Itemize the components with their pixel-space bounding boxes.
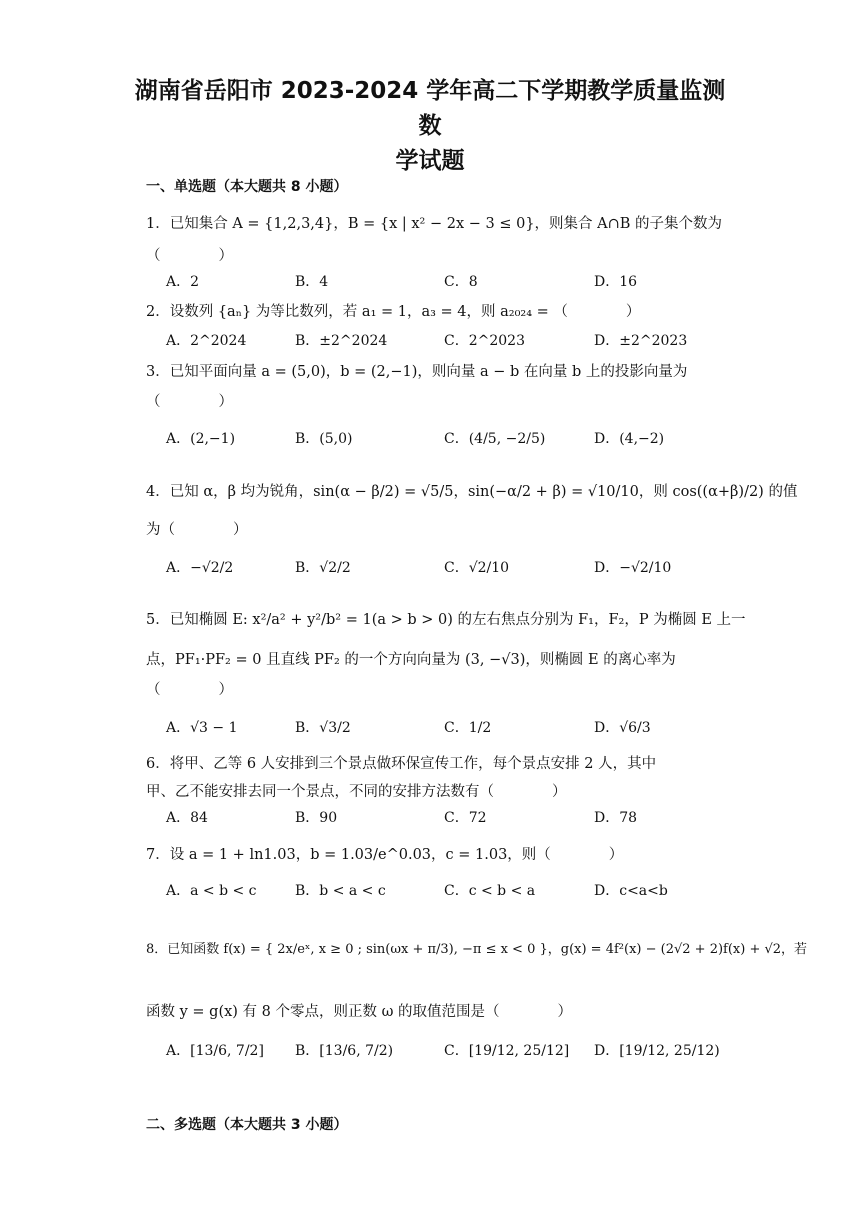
question-4-option-a: A．−√2/2	[166, 560, 234, 576]
question-4-option-c: C．√2/10	[444, 560, 510, 576]
question-3-option-b: B．(5,0)	[295, 431, 353, 447]
question-5-stem-cont: 点，PF₁·PF₂ = 0 且直线 PF₂ 的一个方向向量为 (3, −√3)，则椭圆 E 的离心率为	[146, 652, 676, 668]
question-5-stem: 5．已知椭圆 E: x²/a² + y²/b² = 1(a > b > 0) 的左右焦点分别为 F₁，F₂，P 为椭圆 E 上一	[146, 612, 746, 628]
question-8-option-b: B．[13/6, 7/2)	[295, 1043, 394, 1059]
question-2-option-d: D．±2^2023	[594, 333, 688, 349]
question-7-option-c: C．c < b < a	[444, 883, 536, 899]
question-1-paren: （ ）	[146, 248, 233, 264]
question-7-option-a: A．a < b < c	[166, 883, 257, 899]
question-8-option-a: A．[13/6, 7/2]	[166, 1043, 264, 1059]
question-5-option-d: D．√6/3	[594, 720, 651, 736]
question-2-stem: 2．设数列 {aₙ} 为等比数列，若 a₁ = 1，a₃ = 4，则 a₂₀₂₄ = （ ）	[146, 304, 641, 320]
question-1-option-a: A．2	[166, 274, 200, 290]
question-7-option-d: D．c<a<b	[594, 883, 668, 899]
question-4-option-b: B．√2/2	[295, 560, 351, 576]
question-3-paren: （ ）	[146, 394, 233, 410]
question-3-option-d: D．(4,−2)	[594, 431, 665, 447]
question-6-option-b: B．90	[295, 810, 338, 826]
question-2-option-c: C．2^2023	[444, 333, 525, 349]
question-5-paren: （ ）	[146, 682, 233, 698]
question-1-option-c: C．8	[444, 274, 478, 290]
question-6-option-d: D．78	[594, 810, 638, 826]
question-2-option-b: B．±2^2024	[295, 333, 388, 349]
question-5-option-a: A．√3 − 1	[166, 720, 238, 736]
section-heading-single-choice: 一、单选题（本大题共 8 小题）	[146, 179, 348, 195]
question-6-option-c: C．72	[444, 810, 487, 826]
section-heading-multiple-choice: 二、多选题（本大题共 3 小题）	[146, 1117, 348, 1133]
question-5-option-c: C．1/2	[444, 720, 492, 736]
question-3-option-a: A．(2,−1)	[166, 431, 236, 447]
question-8-stem: 8．已知函数 f(x) = { 2x/eˣ, x ≥ 0 ; sin(ωx + π/3), −π ≤ x < 0 }，g(x) = 4f²(x) − (2√2 + 2)f(x) + √2，若	[146, 942, 808, 957]
question-5-option-b: B．√3/2	[295, 720, 351, 736]
question-8-option-d: D．[19/12, 25/12)	[594, 1043, 720, 1059]
question-6-option-a: A．84	[166, 810, 208, 826]
question-7-stem: 7．设 a = 1 + ln1.03，b = 1.03/e^0.03，c = 1.03，则（ ）	[146, 847, 624, 863]
question-2-option-a: A．2^2024	[166, 333, 247, 349]
question-1-stem: 1．已知集合 A = {1,2,3,4}，B = {x | x² − 2x − 3 ≤ 0}，则集合 A∩B 的子集个数为	[146, 216, 723, 232]
question-3-option-c: C．(4/5, −2/5)	[444, 431, 546, 447]
question-8-stem-cont: 函数 y = g(x) 有 8 个零点，则正数 ω 的取值范围是（ ）	[146, 1004, 573, 1020]
question-4-stem: 4．已知 α，β 均为锐角，sin(α − β/2) = √5/5，sin(−α/2 + β) = √10/10，则 cos((α+β)/2) 的值	[146, 484, 798, 500]
question-3-stem: 3．已知平面向量 a = (5,0)，b = (2,−1)，则向量 a − b 在向量 b 上的投影向量为	[146, 364, 688, 380]
question-4-stem-cont: 为（ ）	[146, 522, 248, 538]
question-4-option-d: D．−√2/10	[594, 560, 672, 576]
title-line-2: 学试题	[395, 148, 465, 174]
question-8-option-c: C．[19/12, 25/12]	[444, 1043, 570, 1059]
title-line-1: 湖南省岳阳市 2023-2024 学年高二下学期教学质量监测数	[134, 78, 726, 139]
page-title	[130, 74, 730, 179]
question-6-stem-cont: 甲、乙不能安排去同一个景点，不同的安排方法数有（ ）	[146, 784, 567, 800]
question-7-option-b: B．b < a < c	[295, 883, 386, 899]
question-1-option-b: B．4	[295, 274, 329, 290]
question-1-option-d: D．16	[594, 274, 638, 290]
question-6-stem: 6．将甲、乙等 6 人安排到三个景点做环保宣传工作，每个景点安排 2 人，其中	[146, 756, 657, 772]
